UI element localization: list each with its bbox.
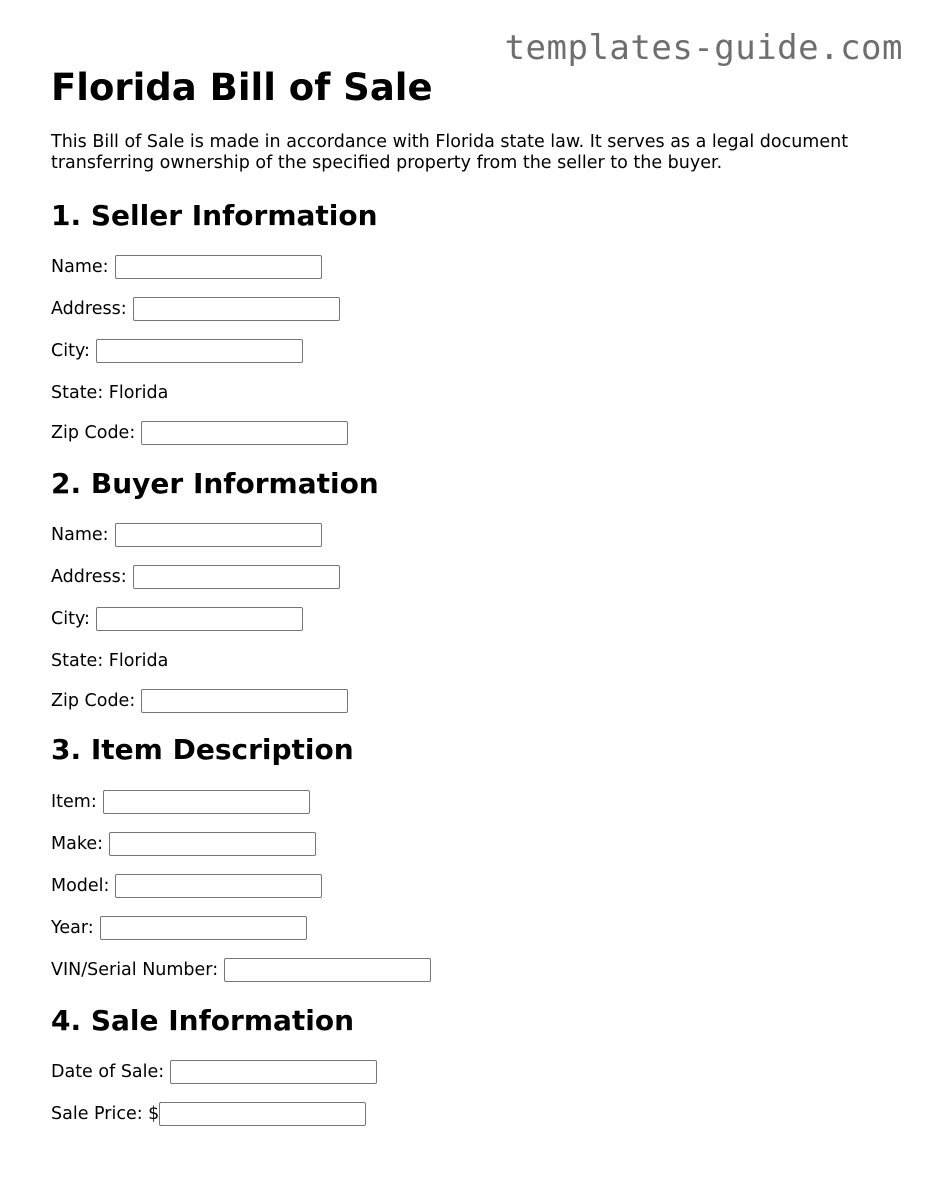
buyer-name-label: Name: bbox=[51, 525, 109, 545]
buyer-city-input[interactable] bbox=[96, 607, 303, 631]
item-item-row bbox=[51, 790, 310, 814]
buyer-state-text: State: Florida bbox=[51, 651, 169, 671]
seller-name-row bbox=[51, 255, 322, 279]
document-header bbox=[51, 64, 891, 174]
seller-city-label: City: bbox=[51, 341, 90, 361]
seller-city-input[interactable] bbox=[96, 339, 303, 363]
sale-price-label: Sale Price: $ bbox=[51, 1104, 160, 1124]
model-input[interactable] bbox=[115, 874, 322, 898]
seller-city-row bbox=[51, 339, 303, 363]
sale-price-input[interactable] bbox=[159, 1102, 366, 1126]
make-input[interactable] bbox=[109, 832, 316, 856]
seller-zip-label: Zip Code: bbox=[51, 423, 136, 443]
sale-price-row bbox=[51, 1102, 366, 1126]
seller-state-row bbox=[51, 381, 168, 405]
seller-state-text: State: Florida bbox=[51, 383, 169, 403]
sale-section bbox=[51, 1003, 354, 1039]
seller-zip-input[interactable] bbox=[141, 421, 348, 445]
item-make-row bbox=[51, 832, 316, 856]
buyer-city-row bbox=[51, 607, 303, 631]
item-year-label: Year: bbox=[51, 918, 94, 938]
buyer-name-input[interactable] bbox=[115, 523, 322, 547]
buyer-city-label: City: bbox=[51, 609, 90, 629]
page-title: Florida Bill of Sale bbox=[51, 66, 433, 109]
seller-address-row bbox=[51, 297, 340, 321]
intro-paragraph: This Bill of Sale is made in accordance with Florida state law. It serves as a legal document transferring ownership of the specified property from the seller to the buyer. bbox=[51, 132, 849, 173]
sale-date-row bbox=[51, 1060, 377, 1084]
buyer-zip-row bbox=[51, 689, 348, 713]
item-input[interactable] bbox=[103, 790, 310, 814]
buyer-name-row bbox=[51, 523, 322, 547]
seller-zip-row bbox=[51, 421, 348, 445]
seller-section bbox=[51, 198, 378, 234]
item-item-label: Item: bbox=[51, 792, 97, 812]
sale-heading: 4. Sale Information bbox=[51, 1004, 355, 1037]
buyer-address-row bbox=[51, 565, 340, 589]
item-vin-label: VIN/Serial Number: bbox=[51, 960, 219, 980]
seller-address-input[interactable] bbox=[133, 297, 340, 321]
buyer-heading: 2. Buyer Information bbox=[51, 467, 379, 500]
buyer-zip-label: Zip Code: bbox=[51, 691, 136, 711]
vin-input[interactable] bbox=[224, 958, 431, 982]
item-model-label: Model: bbox=[51, 876, 110, 896]
item-model-row bbox=[51, 874, 322, 898]
item-year-row bbox=[51, 916, 307, 940]
seller-address-label: Address: bbox=[51, 299, 127, 319]
sale-date-input[interactable] bbox=[170, 1060, 377, 1084]
year-input[interactable] bbox=[100, 916, 307, 940]
watermark: templates-guide.com bbox=[504, 28, 903, 68]
seller-name-input[interactable] bbox=[115, 255, 322, 279]
buyer-state-row bbox=[51, 649, 168, 673]
buyer-zip-input[interactable] bbox=[141, 689, 348, 713]
buyer-address-label: Address: bbox=[51, 567, 127, 587]
item-make-label: Make: bbox=[51, 834, 103, 854]
item-heading: 3. Item Description bbox=[51, 733, 354, 766]
seller-name-label: Name: bbox=[51, 257, 109, 277]
item-section bbox=[51, 732, 354, 768]
buyer-address-input[interactable] bbox=[133, 565, 340, 589]
seller-heading: 1. Seller Information bbox=[51, 199, 378, 232]
buyer-section bbox=[51, 466, 379, 502]
sale-date-label: Date of Sale: bbox=[51, 1062, 165, 1082]
item-vin-row bbox=[51, 958, 431, 982]
